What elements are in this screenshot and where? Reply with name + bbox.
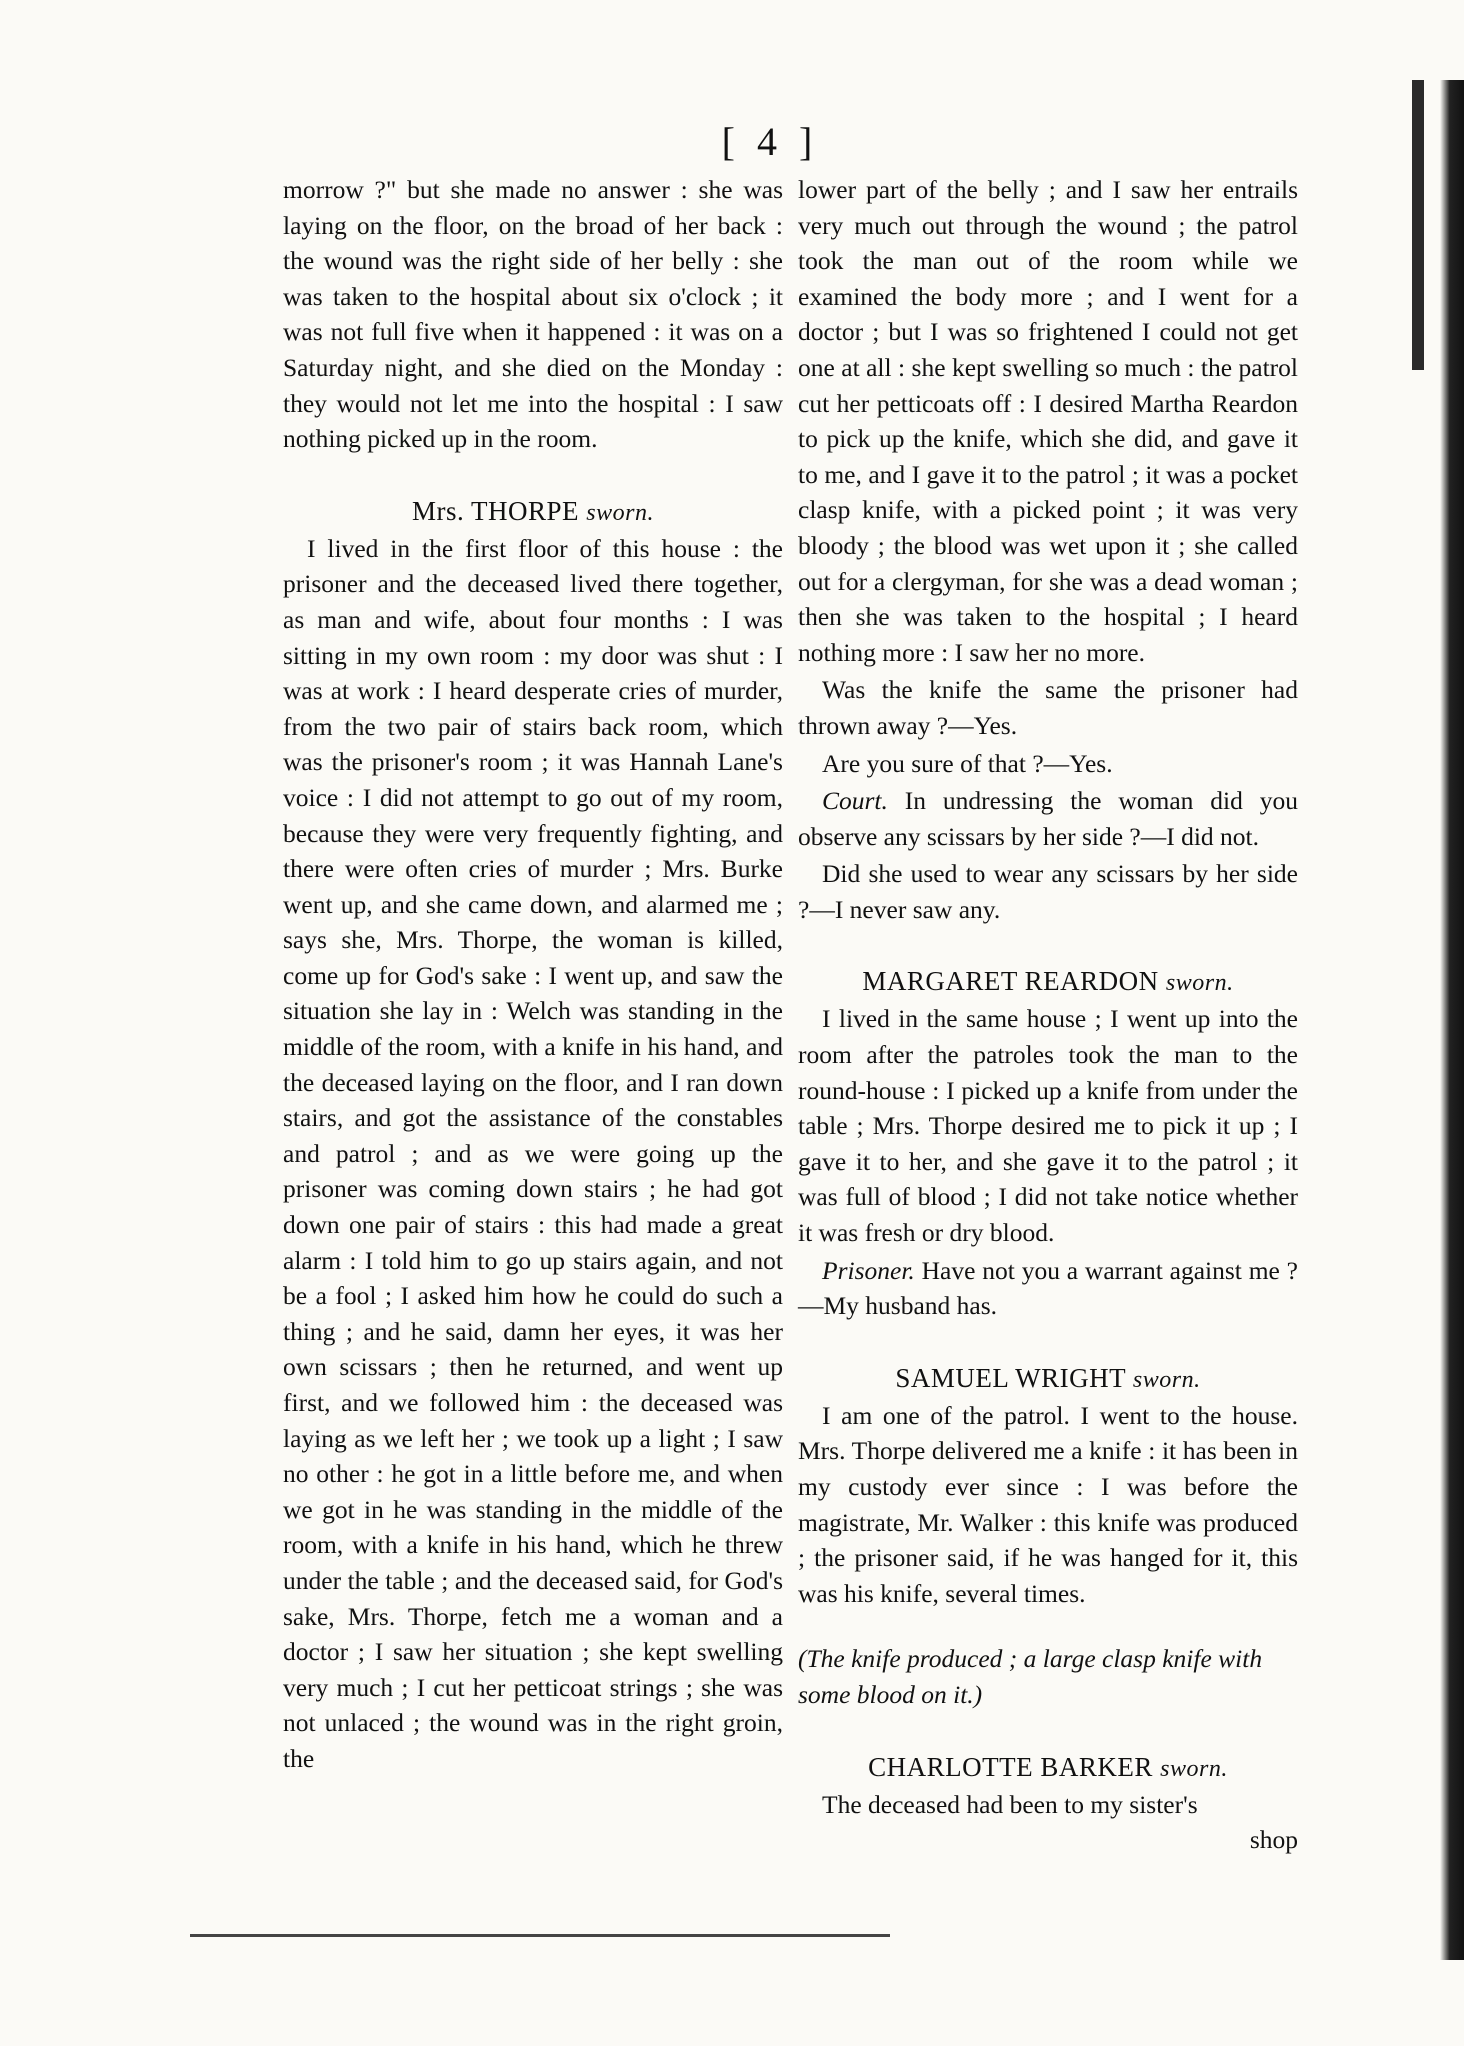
question-answer: Did she used to wear any scissars by her side ?—I never saw any. xyxy=(798,859,1298,924)
question-answer: Was the knife the same the prisoner had thrown away ?—Yes. xyxy=(798,675,1298,740)
testimony-paragraph: I am one of the patrol. I went to the house. Mrs. Thorpe delivered me a knife : it has been in my custody ever since : I was before the magistrate, Mr. Walker : this knife was produced ; the prisoner said, if he was hanged for it, this was his knife, several times. xyxy=(798,1400,1298,1608)
witness-name: SAMUEL WRIGHT xyxy=(895,1362,1126,1393)
speaker-label: Court. xyxy=(822,786,888,816)
page-binding-shadow xyxy=(1412,80,1424,370)
question-answer xyxy=(798,1253,1298,1324)
witness-heading xyxy=(283,493,783,531)
testimony-paragraph: The deceased had been to my sister's xyxy=(822,1789,1198,1819)
question-answer xyxy=(798,783,1298,854)
paragraph: morrow ?" but she made no answer : she was laying on the floor, on the broad of her back : the wound was the right side of her belly : she was taken to the hospital about six o'clock ; it was not full five when it happened : it was on a Saturday night, and she died on the Monday : they would not let me into the hospital : I saw nothing picked up in the room. xyxy=(283,175,783,454)
witness-heading xyxy=(798,1749,1298,1787)
page-number: [ 4 ] xyxy=(721,119,819,164)
witness-name: CHARLOTTE BARKER xyxy=(868,1751,1153,1782)
speaker-label: Prisoner. xyxy=(822,1255,915,1285)
sworn-label: sworn. xyxy=(586,499,654,526)
paragraph: lower part of the belly ; and I saw her entrails very much out through the wound ; the patrol took the man out of the room while we examined the body more ; and I went for a doctor ; but I was so frightened I could not get one at all : she kept swelling so much : the patrol cut her petticoats off : I desired Martha Reardon to pick up the knife, which she did, and gave it to me, and I gave it to the patrol ; it was a pocket clasp knife, with a picked point ; it was very bloody ; the blood was wet upon it ; she called out for a clergyman, for she was a dead woman ; then she was taken to the hospital ; I heard nothing more : I saw her no more. xyxy=(798,175,1298,667)
page-edge-shadow xyxy=(1440,80,1464,1960)
witness-name: Mrs. THORPE xyxy=(412,495,580,526)
testimony-paragraph: I lived in the same house ; I went up into the room after the patroles took the man to the round-house : I picked up a knife from under the table ; Mrs. Thorpe desired me to pick it up ; I gave it to her, and she gave it to the patrol ; it was full of blood ; I did not take notice whether it was fresh or dry blood. xyxy=(798,1004,1298,1248)
footer-rule xyxy=(190,1934,890,1937)
witness-heading xyxy=(798,1360,1298,1398)
right-column xyxy=(798,172,1298,1858)
testimony-paragraph: I lived in the first floor of this house : the prisoner and the deceased lived there together, as man and wife, about four months : I was sitting in my own room : my door was shut : I was at work : I heard desperate cries of murder, from the two pair of stairs back room, which was the prisoner's room ; it was Hannah Lane's voice : I did not attempt to go out of my room, because they were very frequently fighting, and there were often cries of murder ; Mrs. Burke went up, and she came down, and alarmed me ; says she, Mrs. Thorpe, the woman is killed, come up for God's sake : I went up, and saw the situation she lay in : Welch was standing in the middle of the room, with a knife in his hand, and the deceased laying on the floor, and I ran down stairs, and got the assistance of the constables and patrol ; and as we were going up the prisoner was coming down stairs ; he had got down one pair of stairs : this had made a great alarm : I told him to go up stairs again, and not be a fool ; I asked him how he could do such a thing ; and he said, damn her eyes, it was her own scissars ; then he returned, and went up first, and we followed him : the deceased was laying as we left her ; we took up a light ; I saw no other : he got in a little before me, and when we got in he was standing in the middle of the room, with a knife in his hand, which he threw under the table ; and the deceased said, for God's sake, Mrs. Thorpe, fetch me a woman and a doctor ; I saw her situation ; she kept swelling very much ; I cut her petticoat strings ; she was not unlaced ; the wound was in the right groin, the xyxy=(283,533,783,1773)
witness-name: MARGARET REARDON xyxy=(862,966,1159,997)
left-column xyxy=(283,172,783,1777)
question-text: In undressing the woman did you observe any scissars by her side ?—I did not. xyxy=(798,786,1298,851)
sworn-label: sworn. xyxy=(1160,1755,1228,1782)
sworn-label: sworn. xyxy=(1165,970,1234,997)
sworn-label: sworn. xyxy=(1132,1366,1201,1393)
question-text: Have not you a warrant against me ?—My husband has. xyxy=(798,1255,1298,1321)
witness-heading xyxy=(798,963,1298,1001)
catchword: shop xyxy=(1249,1825,1298,1855)
exhibit-note: (The knife produced ; a large clasp knife with some blood on it.) xyxy=(798,1644,1263,1709)
question-answer: Are you sure of that ?—Yes. xyxy=(822,748,1113,778)
